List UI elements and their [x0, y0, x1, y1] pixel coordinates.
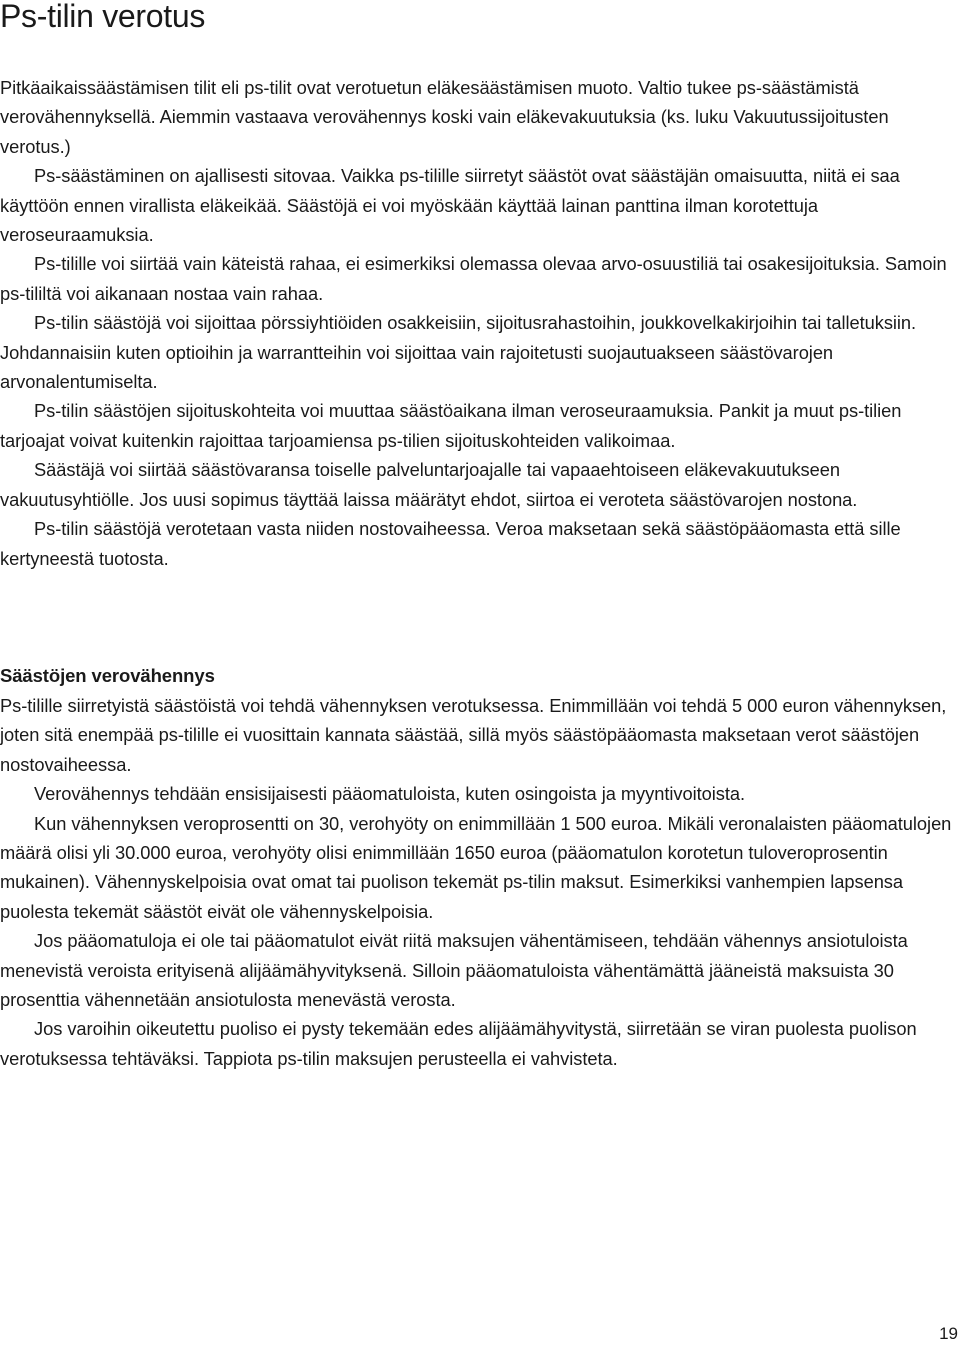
paragraph: Jos pääomatuloja ei ole tai pääomatulot eivät riitä maksujen vähentämiseen, tehdään vähennys ansiotuloista menevistä veroista erityisenä alijäämähyvityksenä. Silloin pääomatuloista vähentämättä jääneistä maksuista 30 prosenttia vähennetään ansiotulosta menevästä verosta. [0, 930, 908, 1011]
paragraph: Kun vähennyksen veroprosentti on 30, verohyöty on enimmillään 1 500 euroa. Mikäli veronalaisten pääomatulojen määrä olisi yli 30.000 euroa, verohyöty olisi enimmillään 1650 euroa (pääomatulon korotetun tuloveroprosentin mukainen). Vähennyskelpoisia ovat omat tai puolison tekemät ps-tilin maksut. Esimerkiksi vanhempien lapsensa puolesta tekemät säästöt eivät ole vähennyskelpoisia. [0, 812, 952, 922]
paragraph: Ps-tilin säästöjä voi sijoittaa pörssiyhtiöiden osakkeisiin, sijoitusrahastoihin, joukkovelkakirjoihin tai talletuksiin. Johdannaisiin kuten optioihin ja warrantteihin voi sijoittaa vain rajoitetusti suojautuakseen säästövarojen arvonalentumiselta. [0, 312, 917, 393]
paragraph: Säästäjä voi siirtää säästövaransa toiselle palveluntarjoajalle tai vapaaehtoiseen eläkevakuutukseen vakuutusyhtiölle. Jos uusi sopimus täyttää laissa määrätyt ehdot, siirtoa ei veroteta säästövarojen nostona. [0, 459, 858, 510]
tax-deduction-section [0, 661, 958, 1073]
paragraph: Ps-tilille voi siirtää vain käteistä rahaa, ei esimerkiksi olemassa olevaa arvo-osuustiliä tai osakesijoituksia. Samoin ps-tililtä voi aikanaan nostaa vain rahaa. [0, 253, 947, 304]
page-number: 19 [939, 1324, 958, 1343]
paragraph: Verovähennys tehdään ensisijaisesti pääomatuloista, kuten osingoista ja myyntivoitoista. [34, 783, 746, 805]
intro-section [0, 73, 958, 573]
section-heading: Säästöjen verovähennys [0, 665, 215, 686]
paragraph: Ps-säästäminen on ajallisesti sitovaa. Vaikka ps-tilille siirretyt säästöt ovat säästäjän omaisuutta, niitä ei saa käyttöön ennen virallista eläkeikää. Säästöjä ei voi myöskään käyttää lainan panttina ilman korotettuja veroseuraamuksia. [0, 165, 900, 246]
paragraph: Ps-tilin säästöjä verotetaan vasta niiden nostovaiheessa. Veroa maksetaan sekä säästöpääomasta että sille kertyneestä tuotosta. [0, 518, 901, 569]
paragraph: Ps-tilin säästöjen sijoituskohteita voi muuttaa säästöaikana ilman veroseuraamuksia. Pankit ja muut ps-tilien tarjoajat voivat kuitenkin rajoittaa tarjoamiensa ps-tilien sijoituskohteiden valikoimaa. [0, 400, 902, 451]
paragraph: Jos varoihin oikeutettu puoliso ei pysty tekemään edes alijäämähyvitystä, siirretään se viran puolesta puolison verotuksessa tehtäväksi. Tappiota ps-tilin maksujen perusteella ei vahvisteta. [0, 1018, 917, 1069]
paragraph: Ps-tilille siirretyistä säästöistä voi tehdä vähennyksen verotuksessa. Enimmillään voi tehdä 5 000 euron vähennyksen, joten sitä enempää ps-tilille ei vuosittain kannata säästää, sillä myös säästöpääomasta maksetaan verot säästöjen nostovaiheessa. [0, 695, 947, 775]
page-title: Ps-tilin verotus [0, 0, 206, 34]
paragraph: Pitkäaikaissäästämisen tilit eli ps-tilit ovat verotuetun eläkesäästämisen muoto. Valtio tukee ps-säästämistä verovähennyksellä. Aiemmin vastaava verovähennys koski vain eläkevakuutuksia (ks. luku Vakuutussijoitusten verotus.) [0, 77, 889, 157]
